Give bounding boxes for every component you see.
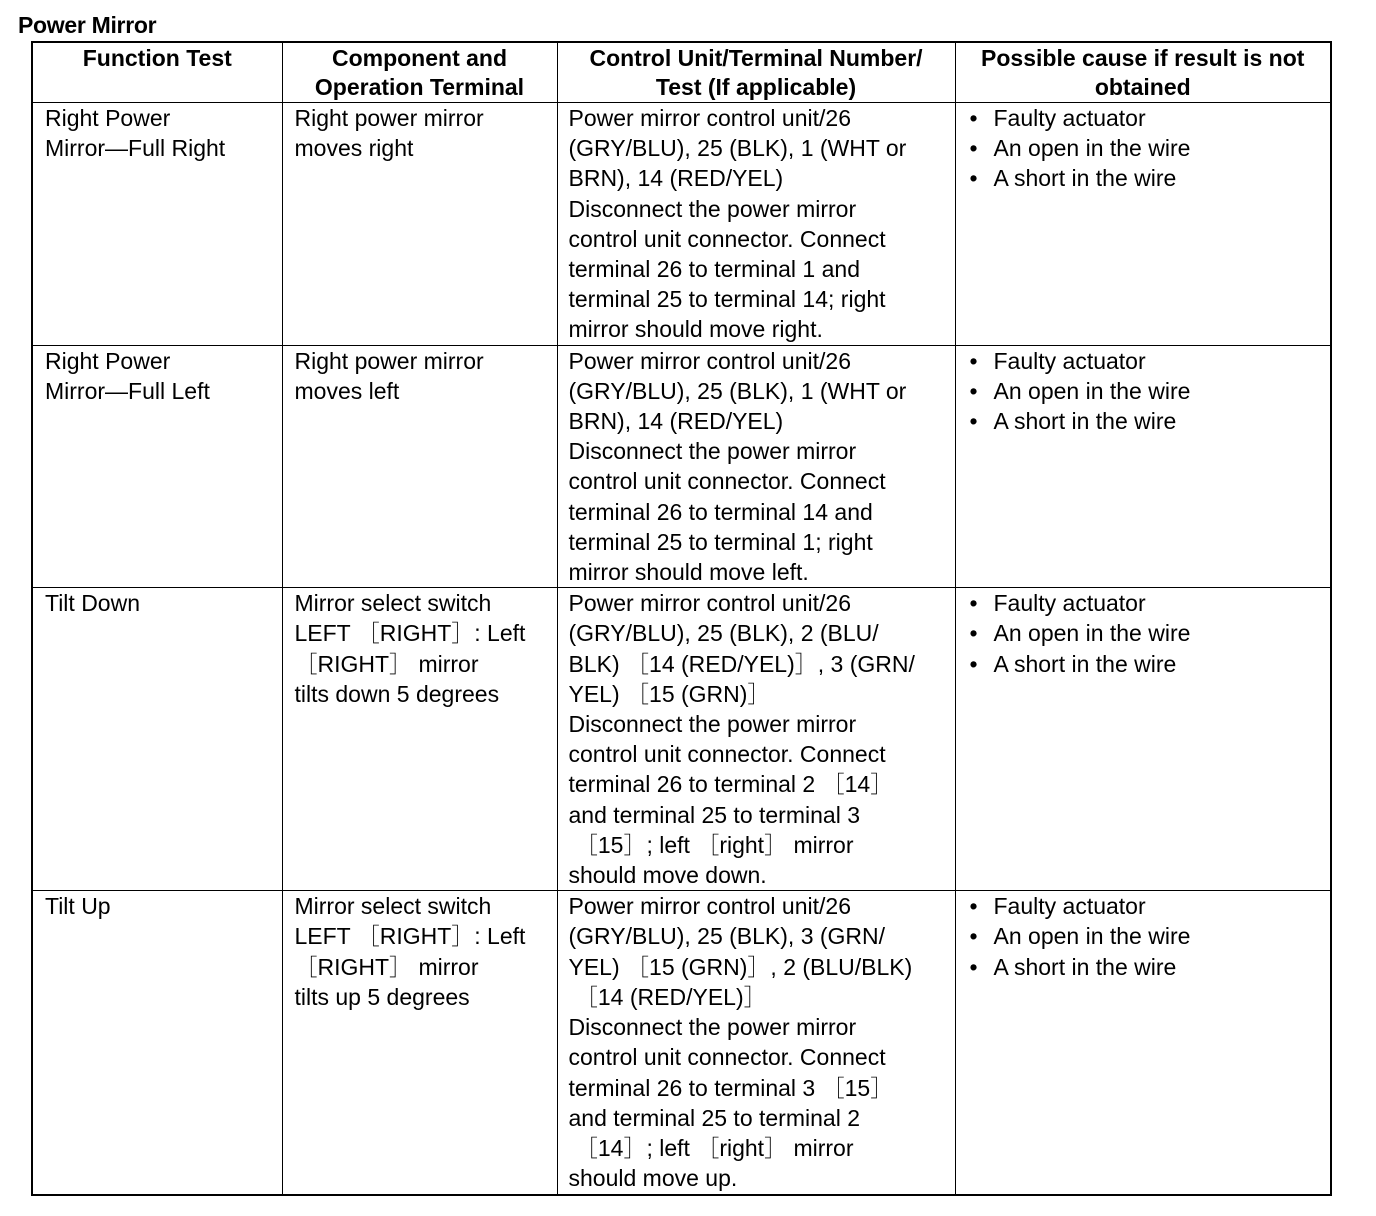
cause-list xyxy=(970,103,1325,194)
list-item: • Faulty actuator xyxy=(970,346,1325,376)
page-title: Power Mirror xyxy=(18,12,157,38)
table-row xyxy=(32,103,1331,346)
component-cell: Right power mirror moves right xyxy=(282,103,557,346)
list-item: • An open in the wire xyxy=(970,133,1325,163)
list-item: • An open in the wire xyxy=(970,921,1325,951)
table-row xyxy=(32,588,1331,891)
list-item: • A short in the wire xyxy=(970,952,1325,982)
cause-cell xyxy=(955,103,1331,346)
cause-list xyxy=(970,891,1325,982)
list-item: • An open in the wire xyxy=(970,618,1325,648)
header-row xyxy=(32,42,1331,103)
component-cell: Right power mirror moves left xyxy=(282,345,557,588)
control-unit-cell: Power mirror control unit/26 (GRY/BLU), 25 (BLK), 1 (WHT or BRN), 14 (RED/YEL) Disconnect the power mirror control unit connector. Connect terminal 26 to terminal 1 and terminal 25 to terminal 14; right mirror should move right. xyxy=(557,103,955,346)
list-item: • A short in the wire xyxy=(970,163,1325,193)
cause-cell xyxy=(955,345,1331,588)
list-item: • Faulty actuator xyxy=(970,588,1325,618)
function-test-cell: Tilt Down xyxy=(32,588,282,891)
header-function-test: Function Test xyxy=(32,42,282,103)
component-cell: Mirror select switch LEFT ［RIGHT］: Left ［RIGHT］ mirror tilts up 5 degrees xyxy=(282,891,557,1196)
control-unit-cell: Power mirror control unit/26 (GRY/BLU), 25 (BLK), 3 (GRN/ YEL) ［15 (GRN)］, 2 (BLU/BLK) ［14 (RED/YEL)］ Disconnect the power mirror control unit connector. Connect terminal 26 to terminal 3 ［15］ and terminal 25 to terminal 2 ［14］; left ［right］ mirror should move up. xyxy=(557,891,955,1196)
header-control-unit: Control Unit/Terminal Number/ Test (If applicable) xyxy=(557,42,955,103)
list-item: • Faulty actuator xyxy=(970,891,1325,921)
list-item: • Faulty actuator xyxy=(970,103,1325,133)
cause-cell xyxy=(955,891,1331,1196)
header-cause: Possible cause if result is not obtained xyxy=(955,42,1331,103)
cause-list xyxy=(970,588,1325,679)
table-row xyxy=(32,891,1331,1196)
list-item: • An open in the wire xyxy=(970,376,1325,406)
function-test-cell: Right Power Mirror—Full Left xyxy=(32,345,282,588)
control-unit-cell: Power mirror control unit/26 (GRY/BLU), 25 (BLK), 2 (BLU/ BLK) ［14 (RED/YEL)］, 3 (GRN/ YEL) ［15 (GRN)］ Disconnect the power mirror control unit connector. Connect terminal 26 to terminal 2 ［14］ and terminal 25 to terminal 3 ［15］; left ［right］ mirror should move down. xyxy=(557,588,955,891)
table-row xyxy=(32,345,1331,588)
function-test-cell: Right Power Mirror—Full Right xyxy=(32,103,282,346)
function-test-cell: Tilt Up xyxy=(32,891,282,1196)
control-unit-cell: Power mirror control unit/26 (GRY/BLU), 25 (BLK), 1 (WHT or BRN), 14 (RED/YEL) Disconnect the power mirror control unit connector. Connect terminal 26 to terminal 14 and terminal 25 to terminal 1; right mirror should move left. xyxy=(557,345,955,588)
power-mirror-table xyxy=(31,41,1332,1196)
cause-list xyxy=(970,346,1325,437)
component-cell: Mirror select switch LEFT ［RIGHT］: Left ［RIGHT］ mirror tilts down 5 degrees xyxy=(282,588,557,891)
list-item: • A short in the wire xyxy=(970,406,1325,436)
cause-cell xyxy=(955,588,1331,891)
list-item: • A short in the wire xyxy=(970,649,1325,679)
header-component: Component and Operation Terminal xyxy=(282,42,557,103)
